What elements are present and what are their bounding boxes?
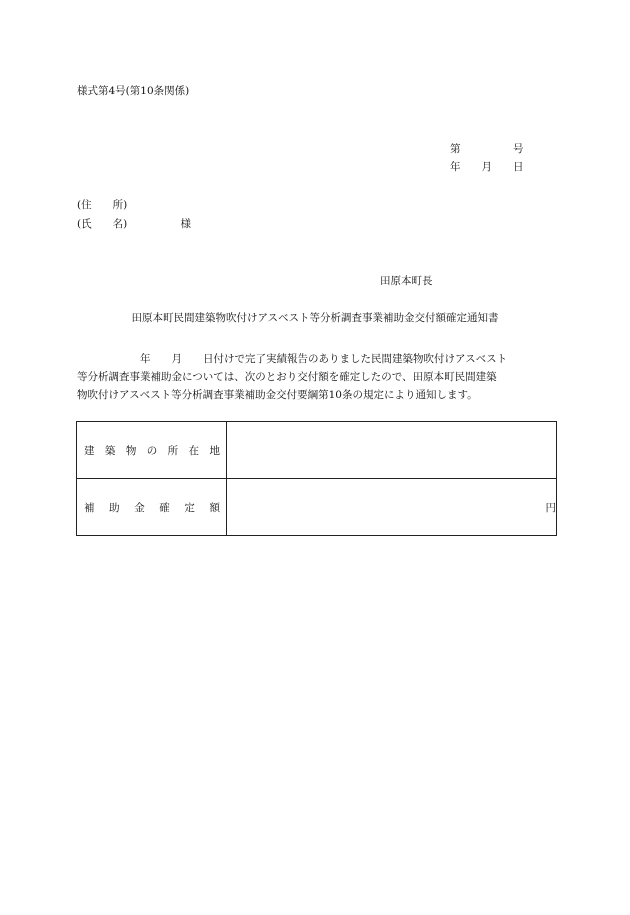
label-char: 確 <box>159 501 170 514</box>
label-char: 補 <box>84 501 95 514</box>
label-char: 所 <box>167 444 179 457</box>
recipient-address-label: (住 所) <box>77 199 128 211</box>
location-value-cell[interactable] <box>227 422 557 479</box>
notice-body-line: 年 月 日付けで完了実績報告のありました民間建築物吹付けアスベスト <box>77 353 508 365</box>
amount-label-cell <box>77 479 227 536</box>
form-number: 様式第4号(第10条関係) <box>77 85 190 97</box>
issuer-name: 田原本町長 <box>380 275 433 287</box>
label-char: 物 <box>125 444 137 457</box>
label-char: 定 <box>184 501 195 514</box>
amount-value-cell[interactable] <box>227 479 557 536</box>
amount-label <box>77 500 226 515</box>
recipient-name-label: (氏 名) <box>77 218 128 230</box>
label-char: 助 <box>109 501 120 514</box>
recipient-name-row <box>77 219 191 230</box>
label-char: の <box>146 444 158 457</box>
label-char: 金 <box>134 501 145 514</box>
notice-body-line: 等分析調査事業補助金については、次のとおり交付額を確定したので、田原本町民間建築 <box>77 371 497 383</box>
document-date: 年 月 日 <box>450 161 524 173</box>
location-label <box>77 443 226 458</box>
details-table <box>76 421 557 536</box>
notice-body-line: 物吹付けアスベスト等分析調査事業補助金交付要綱第10条の規定により通知します。 <box>77 389 478 401</box>
document-title: 田原本町民間建築物吹付けアスベスト等分析調査事業補助金交付額確定通知書 <box>131 312 499 324</box>
table-row-location <box>77 422 557 479</box>
currency-unit: 円 <box>545 501 556 514</box>
label-char: 築 <box>104 444 116 457</box>
label-char: 額 <box>209 501 220 514</box>
label-char: 在 <box>188 444 200 457</box>
recipient-honorific: 様 <box>180 218 192 230</box>
label-char: 地 <box>209 444 220 457</box>
location-label-cell <box>77 422 227 479</box>
notice-body <box>77 350 557 404</box>
label-char: 建 <box>84 444 95 457</box>
document-reference-number: 第 号 <box>450 143 524 155</box>
table-row-amount <box>77 479 557 536</box>
